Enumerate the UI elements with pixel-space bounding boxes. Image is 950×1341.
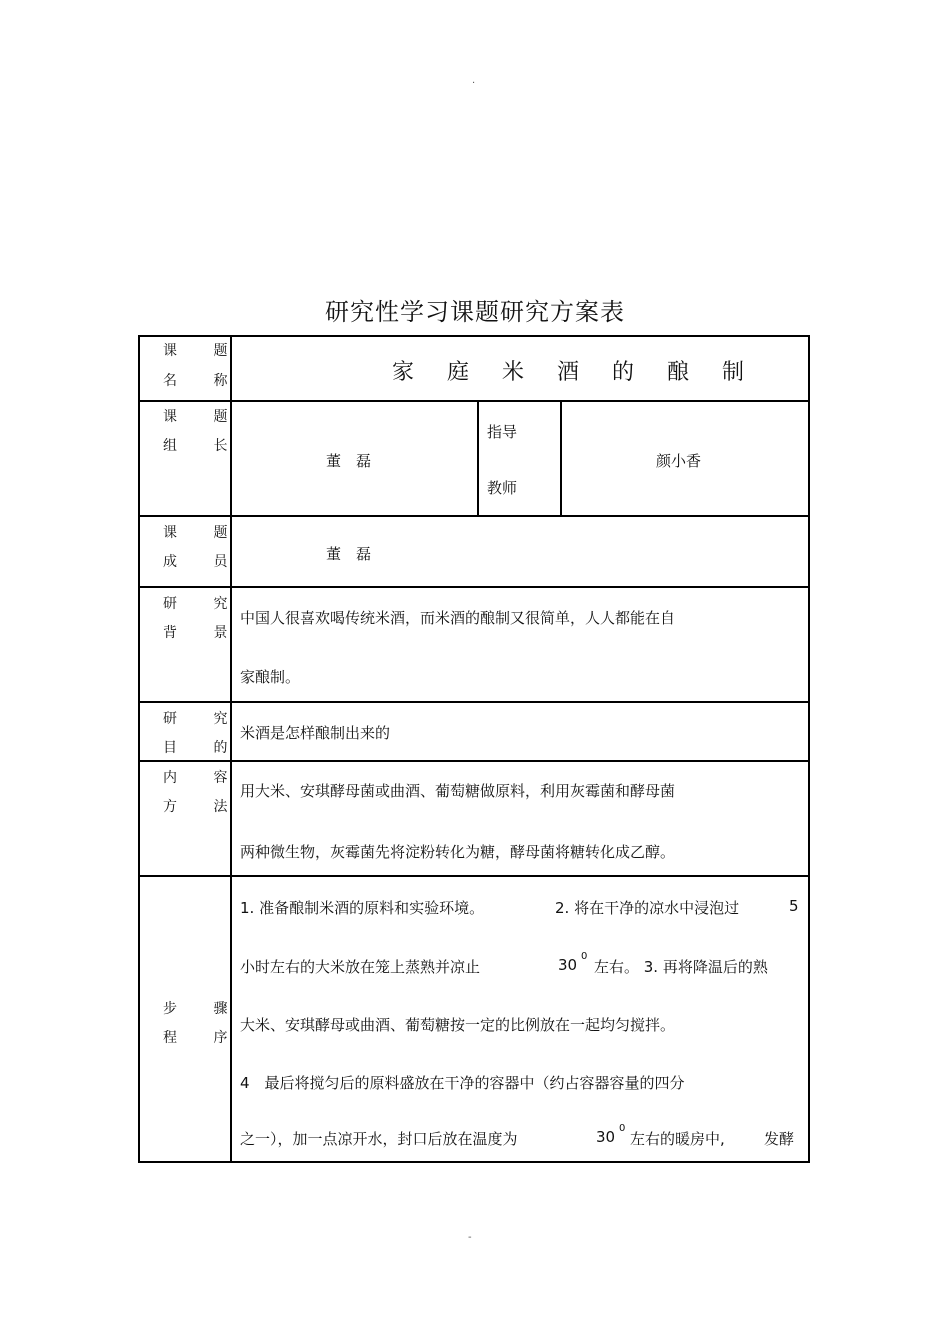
purpose-label-1: 研 究: [163, 711, 244, 727]
background-line-1: 中国人很喜欢喝传统米酒，而米酒的酿制又很简单，人人都能在自: [240, 609, 676, 627]
method-line-2: 两种微生物，灰霉菌先将淀粉转化为糖，酵母菌将糖转化成乙醇。: [240, 843, 676, 861]
background-label-2: 背 景: [163, 625, 244, 641]
purpose-label-2: 目 的: [163, 740, 244, 756]
members-label-2: 成 员: [163, 554, 244, 570]
steps-line-5a: 之一），加一点凉开水，封口后放在温度为: [240, 1130, 518, 1148]
method-label-1: 内 容: [163, 770, 244, 786]
topic-name-label-2: 名 称: [163, 373, 244, 389]
steps-line-1b: 2. 将在干净的凉水中浸泡过: [555, 899, 740, 917]
page-mark-bottom: -: [468, 1232, 472, 1243]
leader-value: 董 磊: [326, 452, 372, 470]
purpose-line-1: 米酒是怎样酿制出来的: [240, 724, 391, 742]
background-label-1: 研 究: [163, 596, 244, 612]
steps-line-5-superscript: 0: [619, 1123, 626, 1134]
steps-line-1c: 5: [789, 897, 799, 915]
page-title: 研究性学习课题研究方案表: [325, 298, 625, 326]
steps-line-4: 4 最后将搅匀后的原料盛放在干净的容器中（约占容器容量的四分: [240, 1074, 685, 1092]
members-value: 董 磊: [326, 545, 372, 563]
background-line-2: 家酿制。: [240, 668, 301, 686]
steps-line-5c: 左右的暖房中,: [630, 1130, 725, 1148]
steps-line-1a: 1. 准备酿制米酒的原料和实验环境。: [240, 899, 485, 917]
leader-label-2: 组 长: [163, 438, 244, 454]
steps-line-2c: 左右。 3. 再将降温后的熟: [594, 958, 768, 976]
advisor-value: 颜小香: [656, 452, 702, 470]
steps-line-2a: 小时左右的大米放在笼上蒸熟并凉止: [240, 958, 481, 976]
method-label-2: 方 法: [163, 799, 244, 815]
steps-line-2b: 30: [558, 956, 578, 974]
steps-line-2-superscript: 0: [581, 951, 588, 962]
steps-label-1: 步 骤: [163, 1001, 244, 1017]
topic-name-label-1: 课 题: [163, 343, 244, 359]
steps-line-5b: 30: [596, 1128, 616, 1146]
advisor-label-1: 指导: [487, 423, 518, 441]
method-line-1: 用大米、安琪酵母菌或曲酒、葡萄糖做原料，利用灰霉菌和酵母菌: [240, 782, 676, 800]
steps-label-2: 程 序: [163, 1030, 244, 1046]
leader-label-1: 课 题: [163, 409, 244, 425]
topic-name-value: 家 庭 米 酒 的 酿 制: [392, 360, 757, 385]
advisor-label-2: 教师: [487, 479, 518, 497]
steps-line-5d: 发酵: [764, 1130, 795, 1148]
steps-line-3: 大米、安琪酵母或曲酒、葡萄糖按一定的比例放在一起均匀搅拌。: [240, 1016, 676, 1034]
members-label-1: 课 题: [163, 525, 244, 541]
page-mark-top: ·: [472, 78, 476, 89]
